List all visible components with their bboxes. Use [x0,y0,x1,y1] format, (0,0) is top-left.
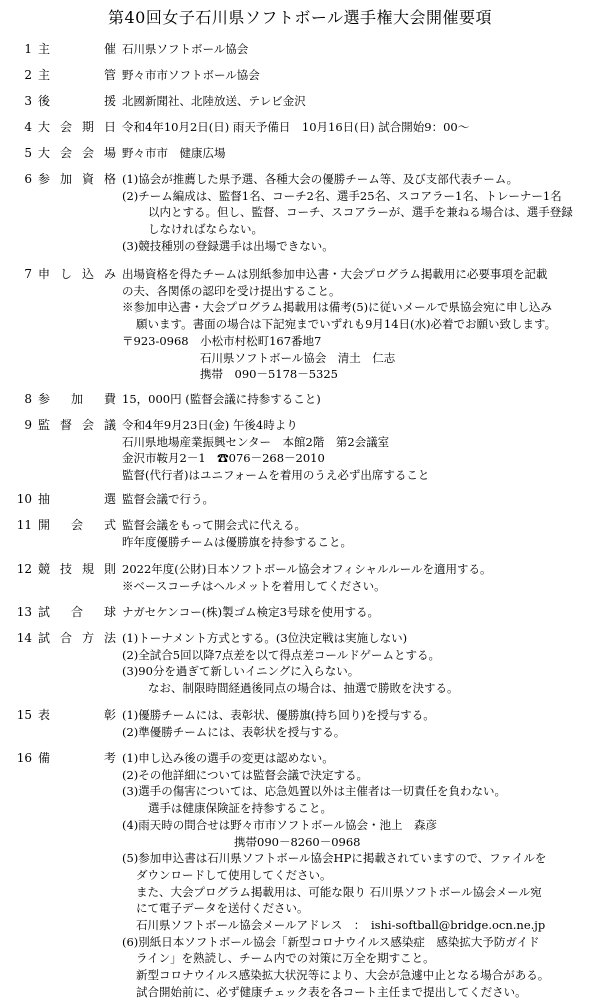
section-number: 12 [16,562,32,576]
section-body: 監督会議をもって開会式に代える。 昨年度優勝チームは優勝旗を持参すること。 [122,518,352,549]
section-body: 石川県ソフトボール協会 [122,42,249,56]
section-number: 8 [24,392,32,406]
section-body: 監督会議で行う。 [122,492,214,506]
section-label: 申 し 込 み [38,267,116,281]
section-number: 9 [24,418,32,432]
section-number: 3 [24,94,32,108]
section-number: 14 [16,631,32,645]
section-number: 1 [24,42,32,56]
section-body: (1)トーナメント方式とする。(3位決定戦は実施しない) (2)全試合5回以降7点差を以て得点差コールドゲームとする。 (3)90分を過ぎて新しいイニングに入らない。 なお、制限時間経過後同点の場合は、抽選で勝敗を決する。 [122,631,459,696]
section-body: 野々市市 健康広場 [122,146,226,160]
section-body: 2022年度(公財)日本ソフトボール協会オフィシャルルールを適用する。 ※ベースコーチはヘルメットを着用してください。 [122,562,492,593]
section-body: 令和4年9月23日(金) 午後4時より 石川県地場産業振興センター 本館2階 第2会議室 金沢市鞍月2－1 ☎076－268－2010 監督(代行者)はユニフォームを着用のうえ必ず出席すること [122,418,430,483]
section-number: 4 [24,120,32,134]
section-label: 後 援 [38,94,116,108]
section-label: 大 会 期 日 [38,120,116,134]
section-number: 11 [16,518,32,532]
section-label: 監 督 会 議 [38,418,116,432]
section-body: 北國新聞社、北陸放送、テレビ金沢 [122,94,306,108]
section-label: 試 合 球 [38,605,116,619]
section-label: 主 催 [38,42,116,56]
section-label: 主 管 [38,68,116,82]
section-number: 5 [24,146,32,160]
section-number: 16 [16,751,32,765]
section-body: 野々市市ソフトボール協会 [122,68,260,82]
section-label: 開 会 式 [38,518,116,532]
section-body: 令和4年10月2日(日) 雨天予備日 10月16日(日) 試合開始9：00～ [122,120,470,134]
section-number: 6 [24,172,32,186]
section-body: ナガセケンコー(株)製ゴム検定3号球を使用する。 [122,605,379,619]
section-label: 参 加 費 [38,392,116,406]
section-label: 大 会 会 場 [38,146,116,160]
section-label: 試 合 方 法 [38,631,116,645]
section-number: 2 [24,68,32,82]
document-title: 第40回女子石川県ソフトボール選手権大会開催要項 [107,8,493,27]
section-label: 備 考 [38,751,116,765]
section-number: 7 [24,267,32,281]
section-body: (1)協会が推薦した県予選、各種大会の優勝チーム等、及び支部代表チーム。 (2)チーム編成は、監督1名、コーチ2名、選手25名、スコアラー1名、トレーナー1名 以内とする。但し、監督、コーチ、スコアラーが、選手を兼ねる場合は、選手登録 しなければならない。 (3)競技種別の登録選手は出場できない。 [122,172,573,253]
section-label: 表 彰 [38,708,116,722]
section-body: 15，000円 (監督会議に持参すること) [122,392,321,406]
section-number: 10 [16,492,32,506]
section-label: 抽 選 [38,492,116,506]
section-label: 競 技 規 則 [38,562,116,576]
section-body: (1)申し込み後の選手の変更は認めない。 (2)その他詳細については監督会議で決定する。 (3)選手の傷害については、応急処置以外は主催者は一切責任を負わない。 選手は健康保険証を持参すること。 (4)雨天時の問合せは野々市市ソフトボール協会・池上 森彦 携帯090－8260－0968 (5)参加申込書は石川県ソフトボール協会HPに掲載されていますので、ファイルを ダウンロードして使用してください。 また、大会プログラム掲載用は、可能な限り 石川県ソフトボール協会メール宛 にて電子データを送付ください。 石川県ソフトボール協会メールアドレス ： ishi-softball@bridge.ocn.ne.jp (6)別紙日本ソフトボール協会「新型コロナウイルス感染症 感染拡大予防ガイド ライン」を熟読し、チーム内での対策に万全を期すこと。 新型コロナウイルス感染拡大状況等により、大会が急遽中止となる場合がある。 試合開始前に、必ず健康チェック表を各コート主任まで提出してください。 [122,751,550,999]
section-body: 出場資格を得たチームは別紙参加申込書・大会プログラム掲載用に必要事項を記載 の夫、各関係の認印を受け提出すること。 ※参加申込書・大会プログラム掲載用は備考(5)に従いメールで県協会宛に申し込み 願います。書面の場合は下記宛までいずれも9月14日(水)必着でお願い致します。 〒923-0968 小松市村松町167番地7 石川県ソフトボール協会 清土 仁志 携帯 090－5178－5325 [122,267,557,382]
section-number: 15 [16,708,32,722]
section-body: (1)優勝チームには、表彰状、優勝旗(持ち回り)を授与する。 (2)準優勝チームには、表彰状を授与する。 [122,708,435,739]
section-label: 参 加 資 格 [38,172,116,186]
section-number: 13 [16,605,32,619]
